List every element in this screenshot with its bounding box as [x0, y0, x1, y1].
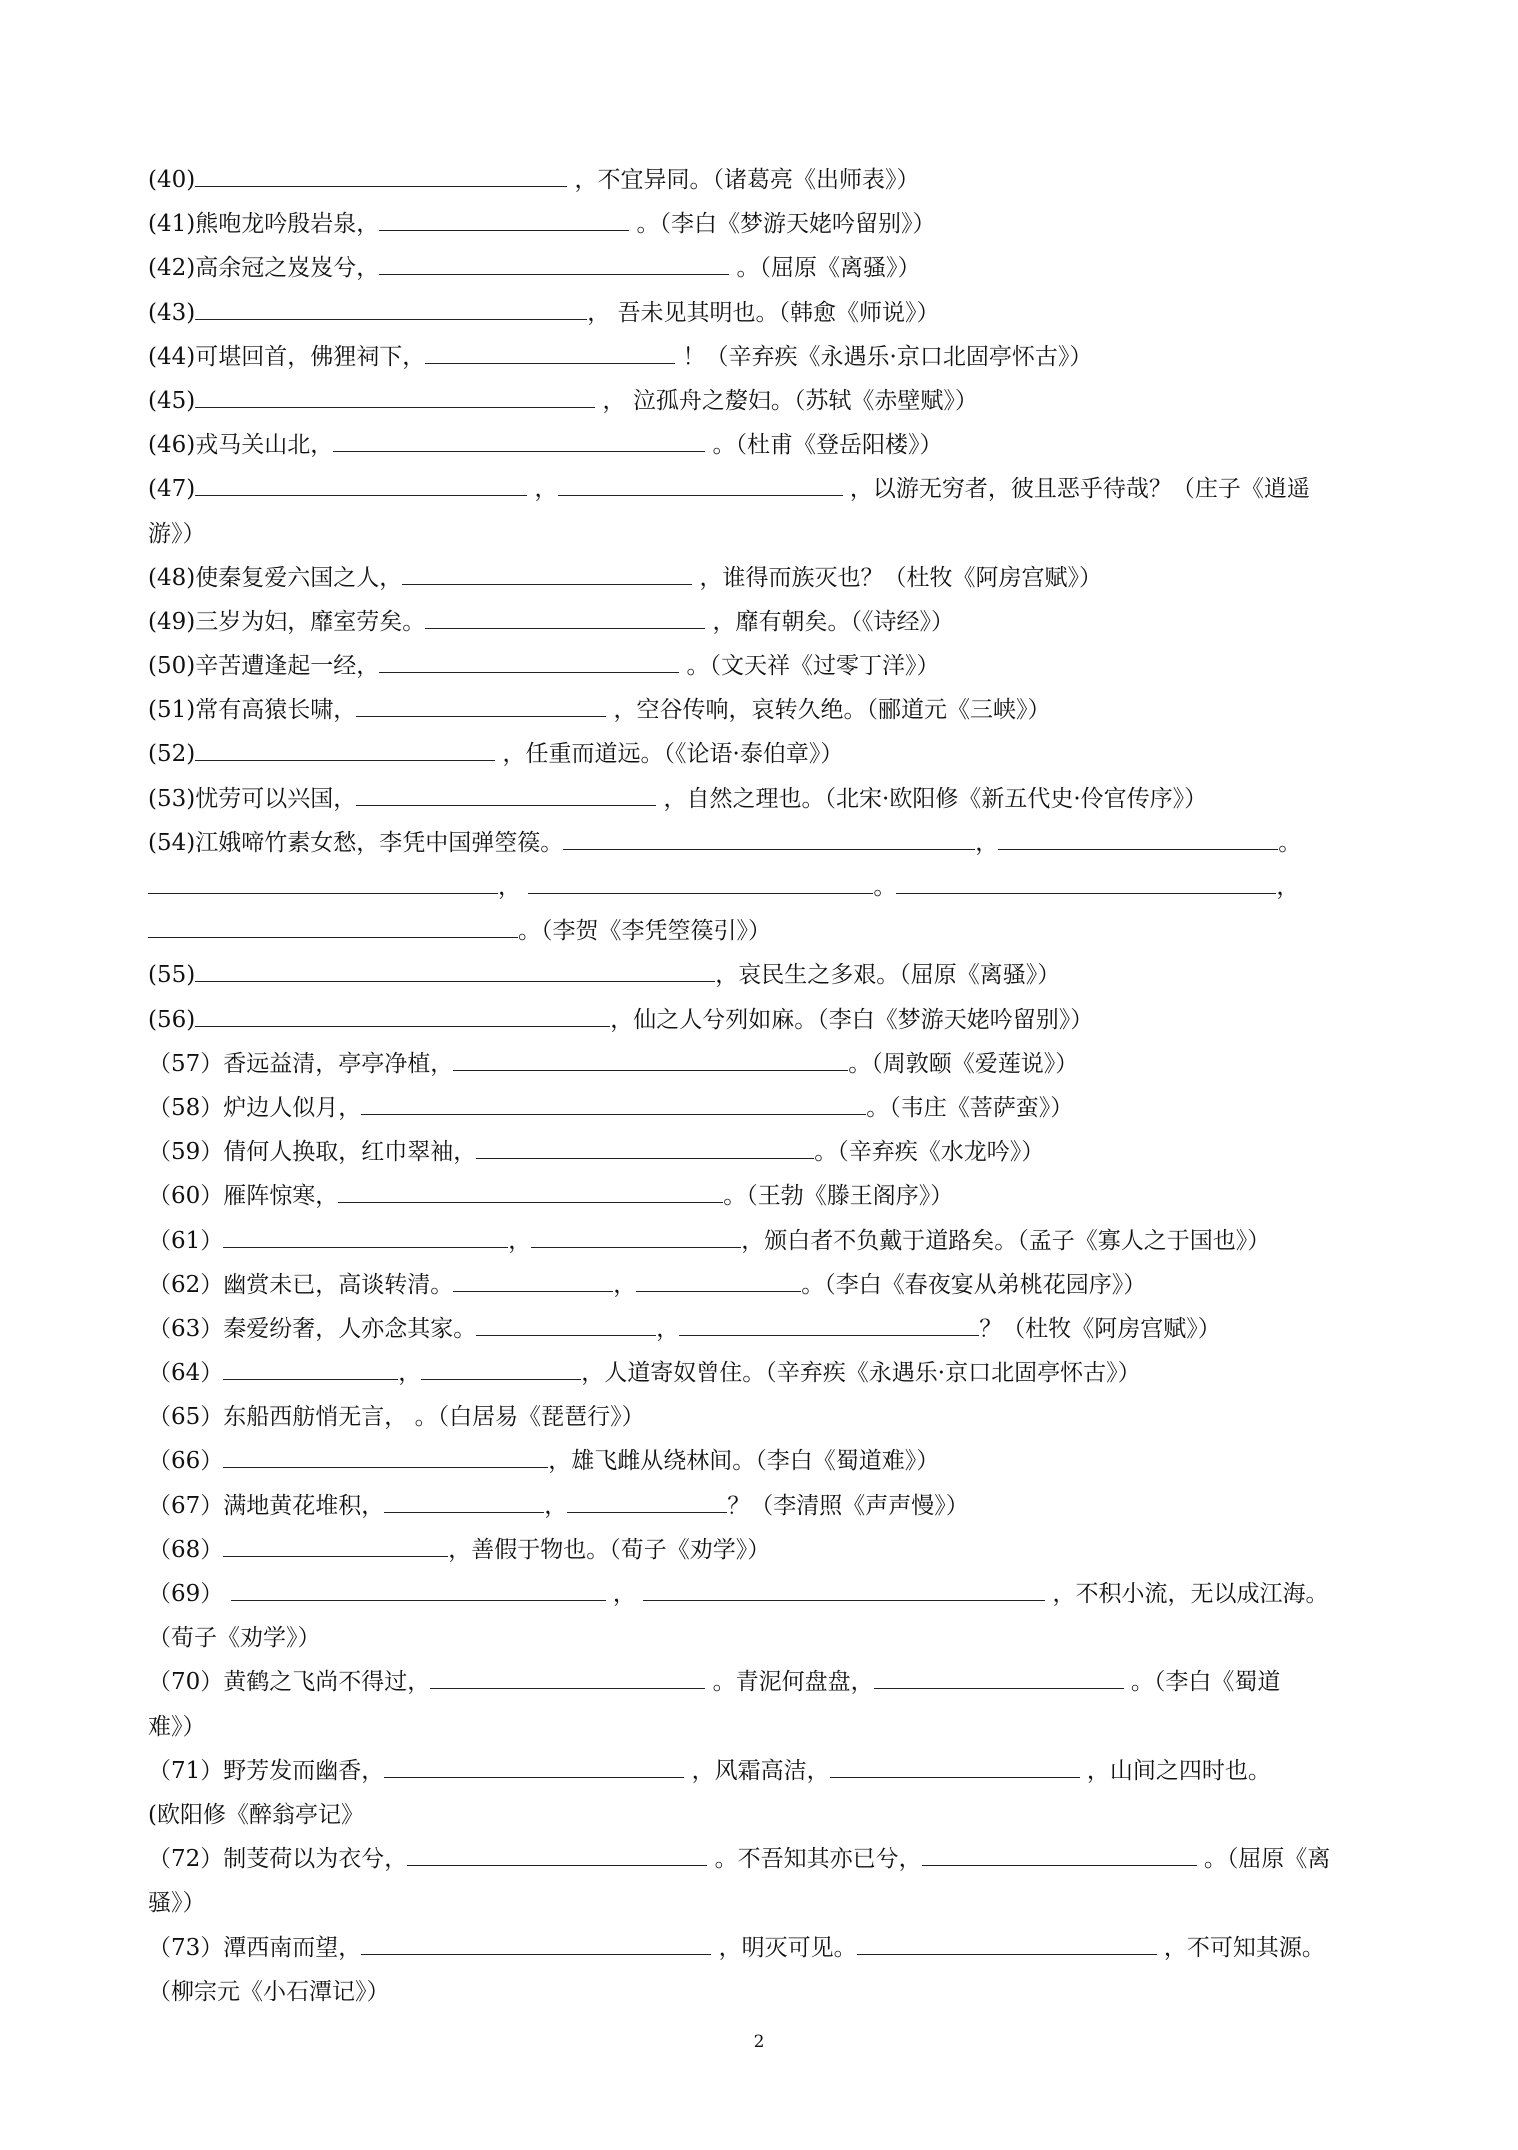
text-line — [148, 467, 1398, 511]
answer-blank — [425, 602, 705, 629]
line-text: (41)熊咆龙吟殷岩泉， — [148, 211, 380, 238]
answer-blank — [384, 1751, 684, 1778]
line-text: （69） — [148, 1581, 231, 1607]
line-text: (49)三岁为妇，靡室劳矣。 — [148, 608, 426, 635]
line-text: 。（王勃《滕王阁序》） — [723, 1183, 954, 1210]
line-text: ，以游无穷者，彼且恶乎待哉？（庄子《逍遥 — [842, 476, 1310, 503]
question-list — [148, 158, 1398, 2014]
line-text: ，谁得而族灭也？（杜牧《阿房宫赋》） — [692, 564, 1103, 591]
text-line — [148, 1572, 1398, 1616]
text-line — [148, 1970, 1398, 2014]
text-line — [148, 1219, 1398, 1263]
line-text: ，人道寄奴曾住。（辛弃疾《永遇乐·京口北固亭怀古》） — [581, 1360, 1141, 1387]
answer-blank — [231, 1574, 606, 1601]
line-text: (56) — [148, 1006, 196, 1033]
line-text: ， — [508, 1227, 532, 1254]
text-line — [148, 379, 1398, 423]
line-text: (54)江娥啼竹素女愁，李凭中国弹箜篌。 — [148, 829, 564, 856]
answer-blank — [356, 779, 656, 806]
answer-blank — [425, 337, 675, 364]
answer-blank — [636, 1265, 801, 1292]
answer-blank — [195, 381, 595, 408]
text-line — [148, 732, 1398, 776]
answer-blank — [223, 1353, 398, 1380]
line-text: ？（杜牧《阿房宫赋》） — [979, 1315, 1221, 1342]
line-text: （73）潭西南而望， — [148, 1934, 362, 1961]
answer-blank — [528, 867, 873, 894]
answer-blank — [402, 558, 692, 585]
line-text: （66） — [148, 1448, 224, 1475]
line-text: ，风霜高洁， — [684, 1757, 830, 1784]
line-text: ，靡有朝矣。（《诗经》） — [705, 608, 955, 635]
answer-blank — [195, 293, 587, 320]
line-text: ， 吾未见其明也。（韩愈《师说》） — [587, 299, 940, 326]
line-text: ， — [527, 476, 558, 503]
answer-blank — [679, 1309, 979, 1336]
line-text: (53)忧劳可以兴国， — [148, 785, 357, 812]
text-line — [148, 1484, 1398, 1528]
line-text: （65）东船西舫悄无言， 。（白居易《琵琶行》） — [148, 1404, 645, 1431]
answer-blank — [361, 1088, 866, 1115]
line-text: (48)使秦复爱六国之人， — [148, 564, 403, 591]
line-text: (47) — [148, 476, 196, 503]
answer-blank — [333, 425, 705, 452]
line-text: （57）香远益清，亭亭净植， — [148, 1050, 454, 1077]
answer-blank — [379, 248, 729, 275]
text-line — [148, 1307, 1398, 1351]
line-text: 。（屈原《离 — [1196, 1846, 1331, 1873]
line-text: ，哀民生之多艰。（屈原《离骚》） — [715, 962, 1061, 989]
text-line — [148, 1837, 1398, 1881]
answer-blank — [379, 204, 629, 231]
line-text: ，仙之人兮列如麻。（李白《梦游天姥吟留别》） — [610, 1006, 1094, 1033]
answer-blank — [453, 1265, 613, 1292]
text-line — [148, 953, 1398, 997]
answer-blank — [421, 1353, 581, 1380]
text-line — [148, 600, 1398, 644]
line-text: 游》） — [148, 520, 206, 547]
text-line — [148, 1174, 1398, 1218]
answer-blank — [558, 469, 843, 496]
line-text: （荀子《劝学》） — [148, 1625, 321, 1652]
text-line — [148, 1395, 1398, 1439]
line-text: ，颁白者不负戴于道路矣。（孟子《寡人之于国也》） — [741, 1227, 1271, 1254]
answer-blank — [896, 867, 1276, 894]
line-text: (42)高余冠之岌岌兮， — [148, 255, 380, 282]
page-number: 2 — [753, 2032, 765, 2052]
line-text: ，雄飞雌从绕林间。（李白《蜀道难》） — [548, 1448, 940, 1475]
line-text: (51)常有高猿长啸， — [148, 697, 357, 724]
text-line — [148, 1086, 1398, 1130]
line-text: 。 — [1278, 829, 1302, 856]
answer-blank — [922, 1839, 1197, 1866]
text-line — [148, 1263, 1398, 1307]
line-text: (45) — [148, 387, 196, 414]
line-text: ，不积小流，无以成江海。 — [1045, 1581, 1329, 1607]
text-line — [148, 202, 1398, 246]
text-line — [148, 1042, 1398, 1086]
line-text: 骚》） — [148, 1890, 206, 1917]
line-text: (欧阳修《醉翁亭记》 — [148, 1801, 364, 1828]
line-text: 。（李白《春夜宴从弟桃花园序》） — [801, 1271, 1147, 1298]
line-text: ，任重而道远。（《论语·泰伯章》） — [495, 741, 844, 768]
line-text: 。不吾知其亦已兮， — [707, 1846, 922, 1873]
line-text: 。（周敦颐《爱莲说》） — [848, 1050, 1079, 1077]
text-line — [148, 1616, 1398, 1660]
line-text: ，善假于物也。（荀子《劝学》） — [448, 1536, 771, 1563]
line-text: (52) — [148, 741, 196, 768]
answer-blank — [874, 1662, 1124, 1689]
line-text: （72）制芰荷以为衣兮， — [148, 1846, 408, 1873]
line-text: 难》） — [148, 1713, 206, 1740]
answer-blank — [453, 1044, 848, 1071]
text-line — [148, 1749, 1398, 1793]
text-line — [148, 777, 1398, 821]
line-text: （63）秦爱纷奢，人亦念其家。 — [148, 1315, 477, 1342]
text-line — [148, 821, 1398, 865]
line-text: （71）野芳发而幽香， — [148, 1757, 385, 1784]
text-line — [148, 1130, 1398, 1174]
text-line — [148, 865, 1398, 909]
line-text: (55) — [148, 962, 196, 989]
line-text: ， — [1276, 874, 1300, 900]
line-text: （68） — [148, 1536, 224, 1563]
text-line — [148, 556, 1398, 600]
line-text: ，明灭可见。 — [711, 1934, 857, 1961]
line-text: ，自然之理也。（北宋·欧阳修《新五代史·伶官传序》） — [656, 785, 1208, 812]
line-text: (46)戎马关山北， — [148, 432, 334, 459]
line-text: （59）倩何人换取，红巾翠袖， — [148, 1139, 477, 1166]
line-text: 。（杜甫《登岳阳楼》） — [705, 432, 943, 459]
line-text: 。 — [873, 874, 897, 900]
line-text: ，山间之四时也。 — [1079, 1757, 1271, 1784]
answer-blank — [195, 160, 567, 187]
text-line — [148, 644, 1398, 688]
line-text: （62）幽赏未已，高谈转清。 — [148, 1271, 454, 1298]
text-line — [148, 1351, 1398, 1395]
answer-blank — [223, 1530, 448, 1557]
answer-blank — [223, 1441, 548, 1468]
line-text: (40) — [148, 167, 196, 193]
line-text: 。（韦庄《菩萨蛮》） — [866, 1094, 1074, 1121]
line-text: （柳宗元《小石潭记》） — [148, 1978, 390, 2005]
line-text: ， — [613, 1271, 637, 1298]
answer-blank — [148, 867, 498, 894]
line-text: ， — [975, 829, 999, 856]
answer-blank — [830, 1751, 1080, 1778]
answer-blank — [195, 1000, 610, 1027]
line-text: ！（辛弃疾《永遇乐·京口北固亭怀古》） — [675, 343, 1093, 370]
answer-blank — [361, 1928, 711, 1955]
text-line — [148, 423, 1398, 467]
line-text: (50)辛苦遭逢起一经， — [148, 653, 380, 680]
line-text: ， — [498, 874, 529, 900]
answer-blank — [338, 1176, 723, 1203]
text-line — [148, 158, 1398, 202]
line-text: (43) — [148, 299, 196, 326]
line-text: （61） — [148, 1227, 224, 1254]
answer-blank — [195, 469, 527, 496]
line-text: 。青泥何盘盘， — [705, 1669, 874, 1696]
answer-blank — [384, 1486, 544, 1513]
answer-blank — [998, 823, 1278, 850]
answer-blank — [195, 955, 715, 982]
line-text: （67）满地黄花堆积， — [148, 1492, 385, 1519]
text-line — [148, 291, 1398, 335]
text-line — [148, 1793, 1398, 1837]
text-line — [148, 335, 1398, 379]
line-text: 。（辛弃疾《水龙吟》） — [814, 1139, 1045, 1166]
answer-blank — [379, 646, 679, 673]
line-text: ，不可知其源。 — [1156, 1934, 1325, 1961]
text-line — [148, 1439, 1398, 1483]
text-line — [148, 246, 1398, 290]
line-text: ， 泣孤舟之嫠妇。（苏轼《赤壁赋》） — [595, 387, 978, 414]
line-text: 。（李贺《李凭箜篌引》） — [518, 918, 771, 945]
line-text: ， — [398, 1360, 422, 1387]
line-text: ，不宜异同。（诸葛亮《出师表》） — [567, 167, 920, 193]
line-text: （64） — [148, 1360, 224, 1387]
answer-blank — [148, 911, 518, 938]
answer-blank — [223, 1221, 508, 1248]
text-line — [148, 1705, 1398, 1749]
line-text: ， — [544, 1492, 568, 1519]
answer-blank — [531, 1221, 741, 1248]
text-line — [148, 1926, 1398, 1970]
line-text: 。（文天祥《过零丁洋》） — [679, 653, 940, 680]
line-text: （70）黄鹤之飞尚不得过， — [148, 1669, 431, 1696]
text-line — [148, 688, 1398, 732]
line-text: ， — [656, 1315, 680, 1342]
text-line — [148, 998, 1398, 1042]
answer-blank — [857, 1928, 1157, 1955]
text-line — [148, 1528, 1398, 1572]
answer-blank — [476, 1309, 656, 1336]
text-line — [148, 1660, 1398, 1704]
line-text: （60）雁阵惊寒， — [148, 1183, 339, 1210]
answer-blank — [476, 1132, 814, 1159]
text-line — [148, 512, 1398, 556]
line-text: 。（屈原《离骚》） — [729, 255, 921, 282]
text-line — [148, 1881, 1398, 1925]
line-text: (44)可堪回首，佛狸祠下， — [148, 343, 426, 370]
answer-blank — [430, 1662, 705, 1689]
line-text: 。（李白《梦游天姥吟留别》） — [629, 211, 936, 238]
answer-blank — [407, 1839, 707, 1866]
line-text: ？（李清照《声声慢》） — [727, 1492, 969, 1519]
answer-blank — [356, 690, 606, 717]
answer-blank — [643, 1574, 1045, 1601]
answer-blank — [195, 734, 495, 761]
line-text: （58）炉边人似月， — [148, 1094, 362, 1121]
answer-blank — [563, 823, 975, 850]
line-text: ， — [605, 1581, 644, 1607]
line-text: 。（李白《蜀道 — [1123, 1669, 1281, 1696]
line-text: ，空谷传响，哀转久绝。（郦道元《三峡》） — [606, 697, 1051, 724]
text-line — [148, 909, 1398, 953]
answer-blank — [567, 1486, 727, 1513]
